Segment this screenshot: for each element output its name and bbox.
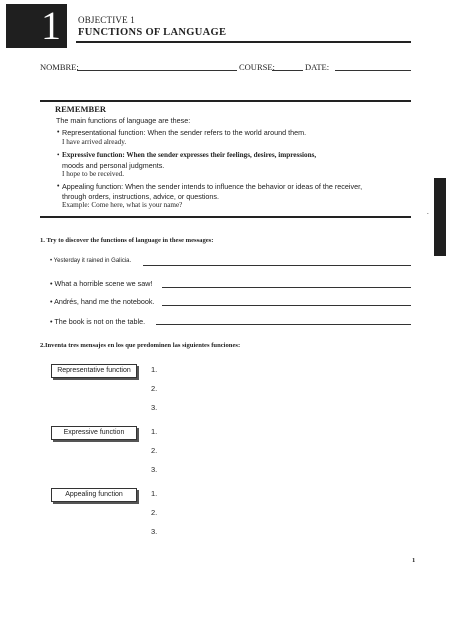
answer-line-2[interactable] [162,287,411,288]
exercise-1-item-text: The book is not on the table. [54,317,146,326]
course-label: COURSE: [239,62,275,72]
date-field[interactable] [335,70,411,71]
chapter-edge-tab [434,178,446,256]
remember-item-example: I hope to be received. [62,170,125,179]
answer-line-1[interactable] [143,265,411,266]
answer-number: 3. [151,403,158,412]
answer-line-3[interactable] [162,305,411,306]
date-label: DATE: [305,62,330,72]
bullet-icon: • [50,297,55,306]
page-number: 1 [412,557,416,564]
remember-item-text-cont: moods and personal judgments. [62,160,165,170]
appealing-function-box: Appealing function [51,488,137,502]
page-title: FUNCTIONS OF LANGUAGE [78,27,227,38]
bullet-icon: • [57,151,60,159]
title-divider [76,41,411,43]
exercise-1-item [50,297,154,306]
exercise-1-item-text: Yesterday it rained in Galicia. [53,258,132,264]
name-label: NOMBRE: [40,62,79,72]
remember-item-representational [57,128,307,147]
exercise-1-item [50,279,152,288]
exercise-1-item-text: Andrés, hand me the notebook. [54,297,155,306]
answer-number: 1. [151,427,158,436]
answer-number: 1. [151,489,158,498]
answer-number: 2. [151,384,158,393]
course-field[interactable] [272,70,303,71]
exercise-1-instruction: 1. Try to discover the functions of language in these messages: [40,237,214,244]
answer-line-4[interactable] [156,324,411,325]
bullet-icon: • [50,317,55,326]
unit-number: 1 [41,3,61,48]
exercise-1-item [50,258,131,264]
answer-number: 3. [151,465,158,474]
exercise-2-instruction: 2.Inventa tres mensajes en los que predominen las siguientes funciones: [40,342,241,349]
remember-item-example: I have arrived already. [62,137,127,146]
exercise-1-item [50,317,145,326]
remember-item-expressive [57,151,317,180]
representative-function-box: Representative function [51,364,137,378]
bullet-icon: • [57,183,60,190]
bullet-icon: • [50,258,54,264]
objective-label: OBJECTIVE 1 [78,15,135,25]
remember-item-example: Example: Come here, what is your name? [62,201,183,210]
name-field[interactable] [77,70,237,71]
unit-number-box [6,4,67,48]
remember-item-text: Expressive function: When the sender expresses their feelings, desires, impressions, [62,151,317,159]
answer-number: 2. [151,446,158,455]
remember-intro: The main functions of language are these: [56,116,191,125]
remember-bottom-rule [40,216,411,218]
answer-number: 1. [151,365,158,374]
remember-top-rule [40,100,411,102]
remember-item-appealing [57,182,363,211]
expressive-function-box: Expressive function [51,426,137,440]
answer-number: 3. [151,527,158,536]
exercise-1-item-text: What a horrible scene we saw! [54,279,153,288]
bullet-icon: • [50,279,55,288]
answer-number: 2. [151,508,158,517]
remember-item-text-cont: through orders, instructions, advice, or questions. [62,191,220,201]
edge-mark: . [427,208,429,216]
bullet-icon: • [57,129,60,136]
remember-item-text: Appealing function: When the sender intends to influence the behavior or ideas of the receiver, [62,182,363,191]
remember-heading: REMEMBER [55,104,106,114]
remember-item-text: Representational function: When the sender refers to the world around them. [62,128,307,137]
